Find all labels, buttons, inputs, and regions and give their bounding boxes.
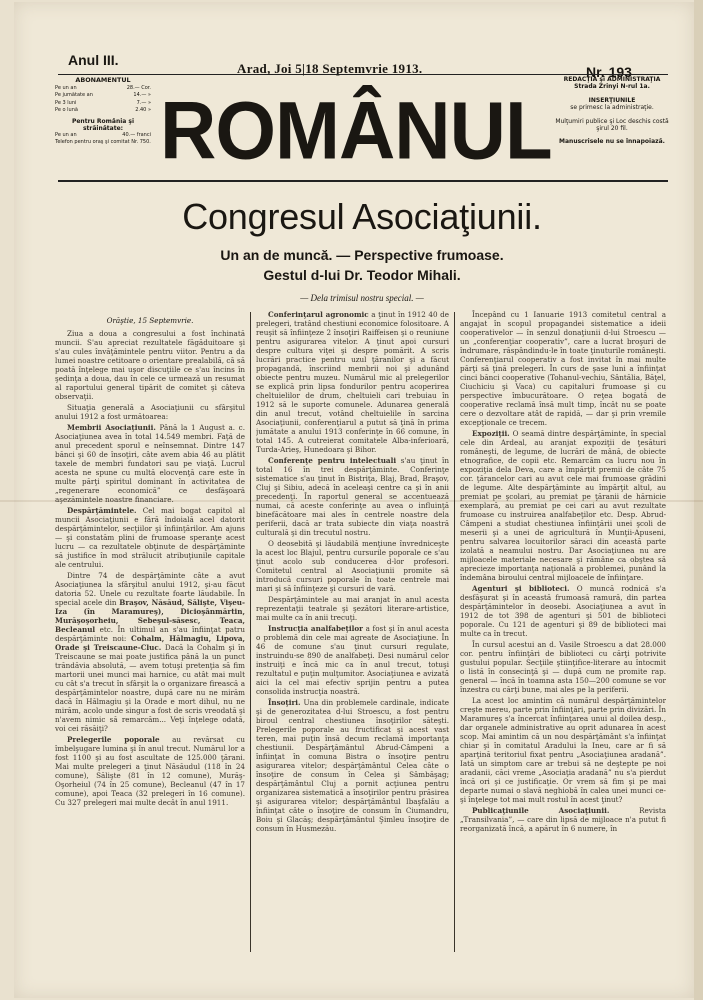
subscription-row: Pe 3 luni 7.— » [55, 99, 151, 106]
ads-text: se primesc la administraţie. [570, 104, 654, 112]
paragraph: Prelegerile poporale au revărsat cu îmbelşugare lumina şi în anul trecut. Numărul lor a fost 1100 şi au fost ascultate de 125.000 ţărani. Mai multe prelegeri a ţinut Năsăudul (118 în 24 comune), Sălişte (81 în 12 comune), Murăş-Oşorheiul (74 în 25 comune), Becleanul (47 în 17 comune), apoi Teaca (32 prelegeri în 16 comune). Cu 327 prelegeri mai multe decât în anul 1911. [55, 735, 245, 807]
section-title: Conferenţe pentru intelectuali [268, 456, 397, 465]
subheadline-2: Gestul d-lui Dr. Teodor Mihali. [263, 267, 461, 283]
place-date: Orăştie, 15 Septemvrie. [106, 316, 194, 325]
paragraph: Instrucţia analfabeţilor a fost şi în anul acesta o problemă din cele mai agreate de Asociaţiune. În 46 de comune s'au ţinut cursuri regulate, instruindu-se 890 de analfabeţi. Desi numărul celor instruiţi e încă mic ca în anul trecut, totuşi rezultatul e puţin mulţumitor. Asociaţiunea e avizată aici la cel mai efectiv sprijin pentru a putea consolida instrucţia noastră. [256, 624, 449, 696]
paragraph: Despărţămintele au mai aranjat în anul acesta reprezentaţii teatrale şi şezători literare-artistice, mai multe ca în anii trecuţi. [256, 595, 449, 622]
paragraph: Expoziţii. O seamă dintre despărţăminte, în special cele din Ardeal, au aranjat expoziţii de ţesături româneşti, de legume, de lucrări de mână, de obiecte etnografice, de copii etc. Remarcăm ca lucru nou în expoziţia dela Deva, care a împărţit premii de câte 75 cor. ţărancelor cari au avut cele mai frumoase grădini de legume. Alte despărţăminte au împărţit altul, au premiat pe şcolari, au premiat pe ţăranii de hărnicie exemplară, au premiat pe cei cari au avut rezultate frumoase cu instruirea analfabeţilor etc. Desp. Abrud-Câmpeni a studiat chestiunea înfiinţării unei şcoli de meserii şi a unei de agricultură în Munţii-Apuseni, pentru salvarea locuitorilor săraci din această parte izolată a neamului nostru. Dar Asociaţiunea nu are mijloacele materiale necesare şi rămâne ca obştea să aprecieze importanţa naţională a problemei, punând la îndemâna biroului central mijloacele de înfiinţare. [460, 429, 666, 582]
subheadline: Un an de muncă. — Perspective frumoase. [220, 247, 504, 263]
column-rule [454, 312, 455, 952]
column-rule [250, 312, 251, 952]
section-title: Instrucţia analfabeţilor [268, 624, 363, 633]
paragraph: Conferinţarul agronomic a ţinut în 1912 40 de prelegeri, tratând chestiuni economice folositoare. A reuşit să înfiinţeze 2 însoţiri Raiffeisen şi o reuniune pentru asigurarea vitelor. A ţinut apoi cursuri despre cultura viţei şi despre pomărit. A scris lucrări practice pentru uzul ţăranilor şi a făcut propagandă, înscriind membrii noi şi adunând obiecte pentru muzeu. Numărul mic al prelegerilor se explică prin lipsa fondurilor pentru acoperirea cheltuielilor de drum, cheltuieli cari trebuiau în 1912 să le suporte comunele. Adunarea generală din anul trecut, votând cheltuielile în sarcina Asociaţiunii, conferenţiarul a putut să ţină în prima jumătate a anului 1913 conferinţe în 66 comune, în total 145. A cutreierat comitatele Alba-inferioară, Turda-Arieş, Hunedoara şi Bihor. [256, 310, 449, 454]
masthead-rule [58, 180, 668, 182]
paragraph: Începând cu 1 Ianuarie 1913 comitetul central a angajat în scopul propagandei sistematice a ideii cooperativelor — în senzul donaţiunii d-lui Stroescu — un „conferenţiar cooperativ”, care a lucrat broşuri de îndrumare, răspândindu-le în toate ţinuturile româneşti. Conferenţiarul cooperativ a fost invitat în mai multe părţi să ţină prelegeri. În curs de şase luni a înfiinţat cinci bănci cooperative (Tohanul-vechiu, Sântălia, Băţel, Ciuchiciu şi Vaca) cu capitaluri frumoase şi cu perspective îmbucurătoare. O reţea bogată de cooperative reclamă însă mult timp, încât nu se poate cere o dezvoltare atât de rapidă, — dar şi prin vremile excepţionale ce trecem. [460, 310, 666, 427]
section-title: Agenturi şi biblioteci. [472, 584, 570, 593]
subscription-row: Pe jumătate an 14.— » [55, 92, 151, 99]
paragraph: Agenturi şi biblioteci. O muncă rodnică s'a desfăşurat şi în această frumoasă ramură, din partea despărţămintelor în deosebi. Asociaţiunea a avut în 1912 de tot 398 de agenturi şi 501 de biblioteci poporale. Cu 121 de agenturi şi 89 de biblioteci mai multe ca în trecut. [460, 584, 666, 638]
column-2 [256, 310, 449, 955]
editorial-address: Strada Zrinyi N-rul 1a. [574, 83, 650, 91]
paragraph: Conferenţe pentru intelectuali s'au ţinut în total 16 în trei despărţăminte. Conferinţe sistematice s'au ţinut în Bistriţa, Blaj, Brad, Braşov, Cluj şi Sibiu, adecă în aceleaşi centre ca şi în anii precedenţi. În raportul general se accentuează numai, că aceste conferinţe au avea o influinţă binefăcătoare mai ales în centrele noastre dela periferii, dacă ar trata subiecte din viaţa noastră culturală şi din trecutul nostru. [256, 456, 449, 537]
ads-heading: INSERŢIUNILE [588, 96, 636, 104]
paragraph: Ziua a doua a congresului a fost închinată muncii. S'au apreciat rezultatele făgăduitoare şi s'au cules învăţămintele pentru viitor. Pentru a da lumei noastre cetitoare o orientare prealabilă, că să poată înţelege mai uşor discuţiile ce s'au încins în şedinţa a doua, dau în cele ce urmează un resumat al raportului general tipărit de comitet şi câteva observaţii. [55, 329, 245, 401]
section-title: Expoziţii. [472, 429, 510, 438]
paragraph: Despărţămintele. Cel mai bogat capitol al muncii Asociaţiunii e fără îndoială acel datorit despărţămintelor, secţiilor şi înfiinţărilor. Am ajuns — şi constatăm plini de frumoase speranţe acest lucru — ca rezultatele obţinute de despărţăminte să justifice în mod strălucit atribuţiunile capitale ale centrului. [55, 506, 245, 569]
column-3 [460, 310, 666, 955]
section-title: Publicaţiunile Asociaţiunii. [472, 806, 610, 815]
section-title: Prelegerile poporale [67, 735, 160, 744]
top-rule [58, 74, 668, 75]
newspaper-title: ROMÂNUL [160, 83, 552, 177]
section-title: Membrii Asociaţiunii. [67, 423, 156, 432]
subscription-heading: ABONAMENTUL [75, 76, 131, 84]
subscription-box [55, 76, 151, 146]
issue-number: Nr. 193 [586, 64, 632, 80]
column-1 [55, 310, 245, 955]
subscription-row: Pe un an 40.— franci [55, 131, 151, 138]
byline: — Dela trimisul nostru special. — [300, 293, 424, 303]
paragraph: La acest loc amintim că numărul despărţămintelor creşte mereu, parte prin înfiinţări, parte prin divizări. În Maramureş s'a încercat înfiinţarea unui al doilea desp., dar organele administrative au oprit adunarea în acest scop. Mai amintim că un nou despărţământ s'a înfiinţat chiar şi în comitatul Aradului la Ineu, care ar fi să aparţină teritoriul fixat pentru „Asociaţiunea aradană”. Iată un simptom care ar trebui să ne deştepte pe noi aradanii, căci vreme „Asociaţia aradană” nu s'a pierdut încă ori şi ce justificaţie. Or vrem să fim şi pe mai departe numai o slavă neghiobă în calea unei munci ce-şi înţelege tot mai mult rostul în acest ţinut? [460, 696, 666, 804]
dateline: Arad, Joi 5|18 Septemvrie 1913. [237, 61, 423, 76]
paragraph: Situaţia generală a Asociaţiunii cu sfârşitul anului 1912 a fost următoarea: [55, 403, 245, 421]
subscription-abroad-heading: Pentru România şi străinătate: [71, 117, 135, 132]
paragraph: Membrii Asociaţiunii. Până la 1 August a. c. Asociaţiunea avea în total 14.549 membri. Faţă de anul precedent sporul e neînsemnat. Dintre 147 bănci şi 60 de însoţiri, câte avem abia 46 au plătit taxele de membri fundatori sau pe viaţă. Lucrul acesta ne spune cu multă elocvenţă care este în multe părţi spiritul dominant în activitatea de „regenerare economică” ce desfăşoară aşezămintele noastre financiare. [55, 423, 245, 504]
paragraph: Publicaţiunile Asociaţiunii. Revista „Transilvania”, — care din lipsă de mijloace n'a putut fi reorganizată încă, a apărut în 6 numere, în [460, 806, 666, 833]
paragraph: În cursul acestui an d. Vasile Stroescu a dat 28.000 cor. pentru înfiinţări de biblioteci cu cărţi potrivite gustului popular. Secţiile ştiinţifice-literare au întocmit o listă în consecinţă şi — după cum ne promite rap. general — încă în toamna asta 150—200 comune se vor înzestra cu cărţi bune, mai ales pe la periferii. [460, 640, 666, 694]
section-title: Conferinţarul agronomic [268, 310, 369, 319]
paragraph: O deosebită şi lăudabilă menţiune învredniceşte la acest loc Blajul, pentru cursurile poporale ce s'au ţinut acolo sub conducerea d-lor profesori. Comitetul central al Asociaţiunii promite să introducă cursuri poporale în toate centrele mai mari şi să înfiinţeze şi cursuri de vară. [256, 539, 449, 593]
paragraph: Dintre 74 de despărţăminte câte a avut Asociaţiunea la sfârşitul anului 1912, şi-au făcut datoria 52. Unele cu rezultate foarte lăudabile. În special acele din Braşov, Năsăud, Sălişte, Vişeu-Iza (în Maramureş), Dicioşânmărtin, Murăşoşorheiu, Sebeşul-săsesc, Teaca, Becleanul etc. În ultimul an s'au înfiinţat patru despărţăminte noi: Cohalm, Hălmagiu, Lipova, Orade şi Treiscaune-Cluc. Dacă la Cohalm şi în Treiscaune se mai poate justifica până la un punct trăndăvia absolută, — avem totuşi pretenţia să fim martorii unei munci mai harnice, cu atât mai mult cu cât s'a trecut în sfârşit la o organizare firească a despărţămintelor noastre, după care nu ne mirăm dacă în Hălmagiu şi la Orade e mort dihul, nu ne mirăm, acolo unde singur a fost de scris vreodată şi n'avem nimic să remarcăm... Veţi înţelege odată, voi cei răsăiţi? [55, 571, 245, 733]
subscription-row: Pe un an 28.— Cor. [55, 85, 151, 91]
editorial-heading: REDACŢIA şi ADMINISTRAŢIA [563, 76, 661, 83]
manuscripts-note: Manuscrisele nu se înnapoiază. [559, 138, 665, 146]
paragraph: Însoţiri. Una din problemele cardinale, indicate şi de generozitatea d-lui Stroescu, a fost pentru biroul central chestiunea însoţirilor săteşti. Prelegerile poporale au fructificat şi acest vast teren, mai puţin însă decum reclamă importanţa chestiunii. Despărţământul Abrud-Câmpeni a înfiinţat în comuna Bistra o însoţire pentru asigurarea vitelor; despărţământul Celea câte o însoţire de consum în Celea şi Sâmbăşag; despărţământul Cluj a pornit acţiunea pentru organizarea sistematică a însoţirilor pentru prăsirea şi asigurarea vitelor; despărţământul Ibaşfalău a înfiinţat câte o însoţire de consum în Ciumandru, Boiu şi Glacăş; despărţământul Şimleu însoţire de consum în Husmezău. [256, 698, 449, 833]
section-title: Despărţămintele. [67, 506, 137, 515]
phone-note: Telefon pentru oraş şi comitat Nr. 750. [55, 139, 151, 146]
editorial-office-box [553, 76, 671, 146]
public-thanks-note: Mulţumiri publice şi Loc deschis costă şirul 20 fil. [555, 117, 669, 133]
section-title: Însoţiri. [268, 698, 301, 707]
headline: Congresul Asociaţiunii. [182, 196, 542, 237]
subscription-row: Pe o lună 2.40 » [55, 107, 151, 114]
year-label: Anul III. [68, 52, 119, 68]
